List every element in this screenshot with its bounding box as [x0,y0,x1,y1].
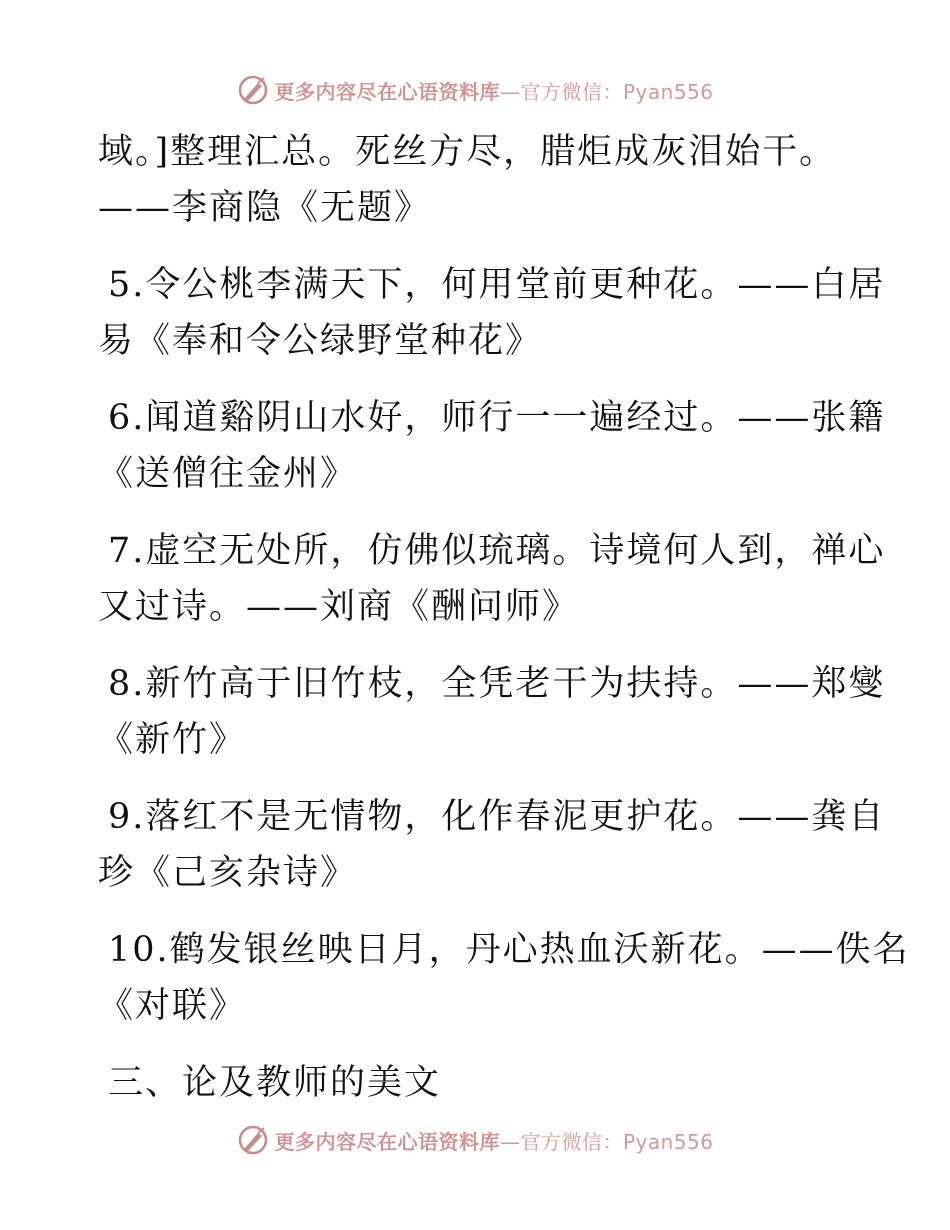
watermark-text [274,76,713,105]
item-10-line-2: 《对联》 [98,986,247,1026]
item-9-line-1: 9.落红不是无情物，化作春泥更护花。——龚自 [108,797,886,837]
watermark-text [274,1126,713,1155]
watermark-account: Pyan556 [622,79,714,104]
section-heading: 三、论及教师的美文 [108,1063,442,1103]
item-8-line-1: 8.新竹高于旧竹枝，全凭老干为扶持。——郑燮 [108,664,886,704]
pen-logo-icon [236,1123,270,1157]
item-6-line-1: 6.闻道谿阴山水好，师行一一遍经过。——张籍 [108,398,886,438]
item-8-line-2: 《新竹》 [98,720,247,760]
footer-watermark [0,1120,950,1160]
text-line-2: ——李商隐《无题》 [98,188,432,228]
item-7-line-2: 又过诗。——刘商《酬问师》 [98,587,580,627]
item-9-line-2: 珍《己亥杂诗》 [98,853,358,893]
watermark-account: Pyan556 [622,1129,714,1154]
item-5-line-1: 5.令公桃李满天下，何用堂前更种花。——白居 [108,265,886,305]
item-5-line-2: 易《奉和令公绿野堂种花》 [98,321,543,361]
item-10-line-1: 10.鹤发银丝映日月，丹心热血沃新花。——佚名 [108,930,910,970]
document-body [98,124,910,1111]
watermark-official: 官方微信： [520,79,623,104]
watermark-official: 官方微信： [520,1129,623,1154]
watermark-brand: 更多内容尽在心语资料库 [274,79,500,104]
watermark-brand: 更多内容尽在心语资料库 [274,1129,500,1154]
item-6-line-2: 《送僧往金州》 [98,454,358,494]
pen-logo-icon [236,73,270,107]
text-line-1: 域。]整理汇总。死丝方尽，腊炬成灰泪始干。 [98,132,837,172]
watermark-dash: — [499,79,521,104]
header-watermark [0,70,950,110]
item-7-line-1: 7.虚空无处所，仿佛似琉璃。诗境何人到，禅心 [108,531,886,571]
watermark-dash: — [499,1129,521,1154]
